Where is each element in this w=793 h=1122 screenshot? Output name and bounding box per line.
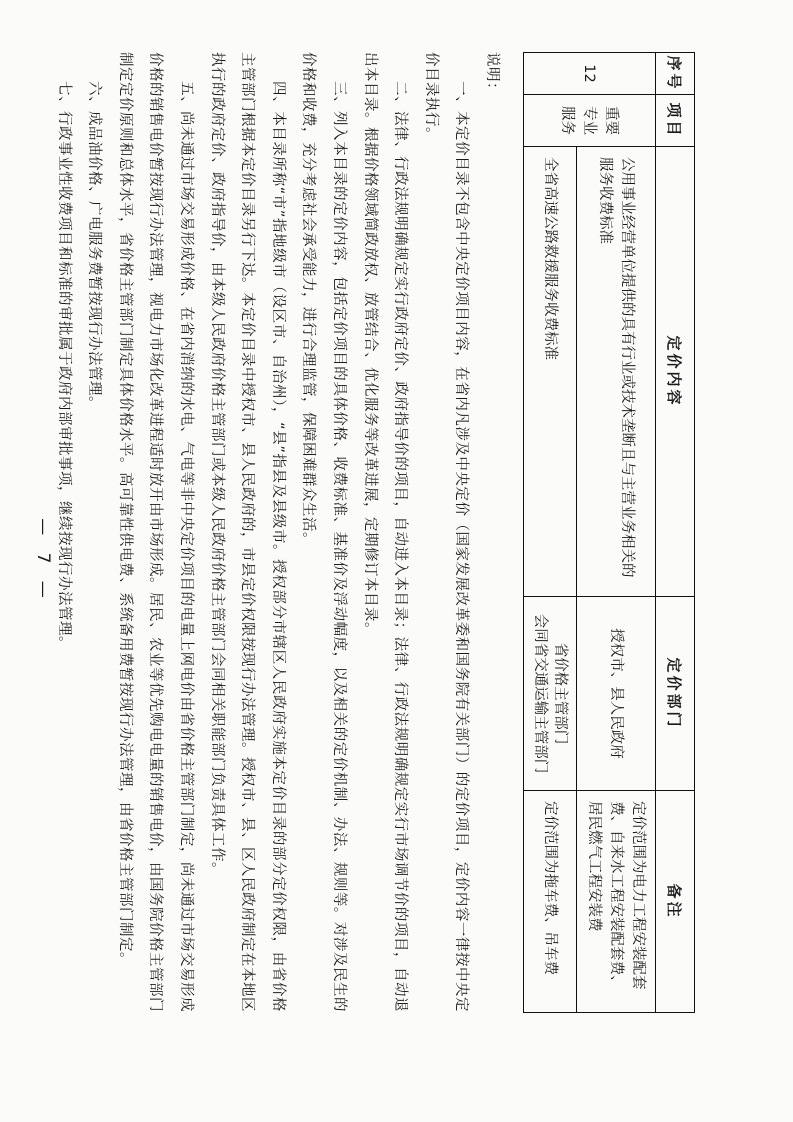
dept-line: 省价格主管部门 xyxy=(552,642,568,745)
row-dept xyxy=(524,597,577,791)
table-row xyxy=(524,53,577,1013)
note-paragraph: 一、本定价目录不包含中央定价项目内容，在省内凡涉及中央定价（国家发展改革委和国务院有关部门）的定价项目，定价内容一律按中央定价目录执行。 xyxy=(422,52,470,1012)
row-dept xyxy=(577,597,656,791)
row-item: 重要专业服务 xyxy=(524,95,656,147)
row-note: 定价范围为拖车费、吊车费 xyxy=(524,791,577,1013)
notes-label: 说明： xyxy=(484,52,500,97)
table-row xyxy=(577,53,656,1013)
row-number: 12 xyxy=(524,53,656,95)
pricing-table xyxy=(523,52,695,1013)
note-paragraph: 六、成品油价格、广电服务费暂按现行办法管理。 xyxy=(86,81,103,411)
header-item: 项目 xyxy=(656,95,695,147)
row-content: 公用事业经营单位提供的具有行业或技术垄断且与主营业务相关的服务收费标准 xyxy=(577,147,656,597)
row-content: 全省高速公路救援服务收费标准 xyxy=(524,147,577,597)
header-content: 定价内容 xyxy=(656,147,695,597)
page-number: — 7 — xyxy=(33,518,53,604)
note-paragraph: 三、列入本目录的定价内容，包括定价项目的具体价格、收费标准、基准价及浮动幅度，以及相关的定价机制、办法、规则等。对涉及民生的价格和收费，充分考虑社会承受能力，进行合理监管，保障困难群众生活。 xyxy=(300,52,348,1012)
note-paragraph: 二、法律、行政法规明确规定实行政府定价、政府指导价的项目，自动进入本目录；法律、行政法规明确规定实行市场调节价的项目，自动退出本目录。根据价格领域简政放权、放管结合、优化服务等改革进展，定期修订本目录。 xyxy=(361,52,409,1012)
header-note: 备注 xyxy=(656,791,695,1013)
note-paragraph: 七、行政事业性收费项目和标准的审批属于政府内部审批事项，继续按现行办法管理。 xyxy=(55,81,72,651)
dept-line: 会同省交通运输主管部门 xyxy=(532,613,548,774)
notes-section xyxy=(48,52,507,1012)
header-dept: 定价部门 xyxy=(656,597,695,791)
note-paragraph: 四、本目录所称“市”指地级市（设区市、自治州），“县”指县及县级市。授权部分市辖区人民政府实施本定价目录的部分定价权限，由省价格主管部门根据本定价目录另行下达。本定价目录中授权市、县人民政府的，市县定价权限按现行办法管理。授权市、县、区人民政府制定在本地区执行的政府定价、政府指导价，由本级人民政府价格主管部门或本级人民政府价格主管部门会同相关职能部门负责具体工作。 xyxy=(208,52,286,1012)
row-note: 定价范围为电力工程安装配套费、自来水工程安装配套费、居民燃气工程安装费 xyxy=(577,791,656,1013)
table-header-row xyxy=(656,53,695,1013)
dept-line: 授权市、县人民政府 xyxy=(608,628,624,759)
note-paragraph: 五、尚未通过市场交易形成价格、在省内消纳的水电、气电等非中央定价项目的电量上网电价由省价格主管部门制定，尚未通过市场交易形成价格的销售电价暂按现行办法管理，视电力市场化改革进程适时放开由市场形成。居民、农业等优先购电电量的销售电价，由国务院价格主管部门制定定价原则和总体水平，省价格主管部门制定具体价格水平。高可靠性供电费、系统备用费暂按现行办法管理，由省价格主管部门制定。 xyxy=(116,52,195,1012)
header-num: 序号 xyxy=(656,53,695,95)
